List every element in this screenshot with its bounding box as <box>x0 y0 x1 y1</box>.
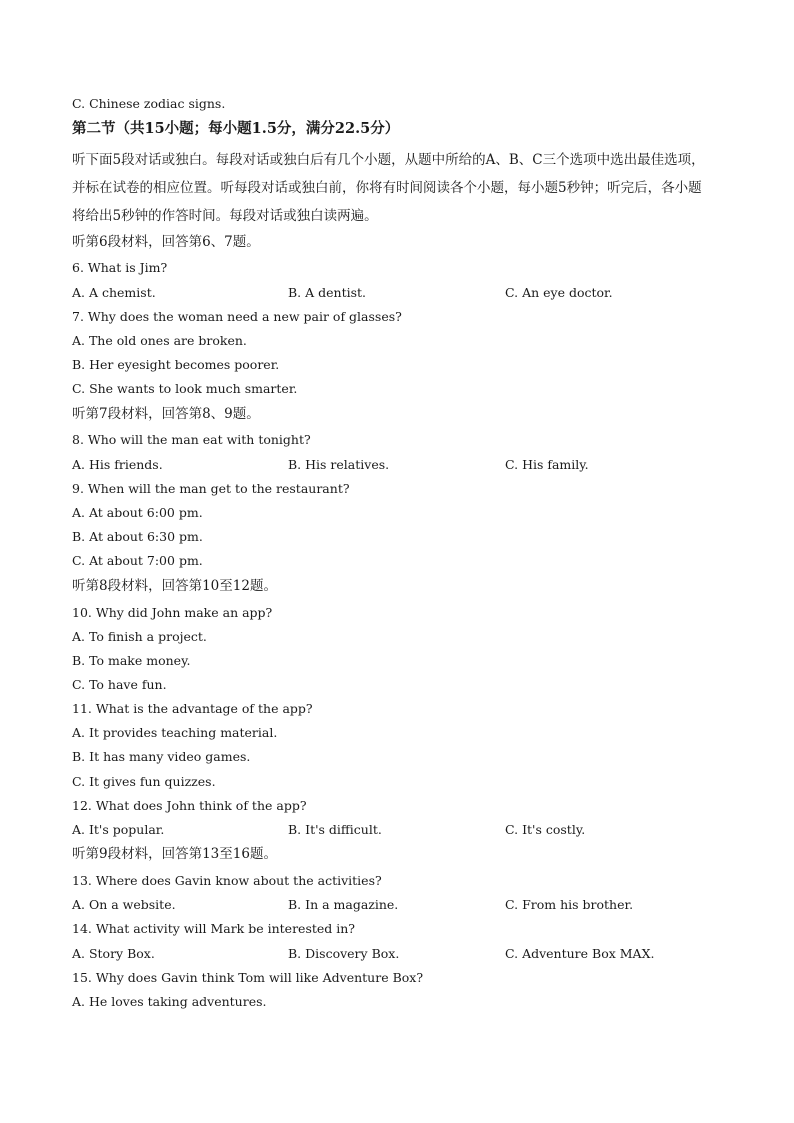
question-13: 13. Where does Gavin know about the activities? <box>72 873 382 888</box>
question-14-option-a: A. Story Box. <box>72 946 155 961</box>
question-9: 9. When will the man get to the restaurant? <box>72 481 350 496</box>
question-6-option-a: A. A chemist. <box>72 285 156 300</box>
question-12: 12. What does John think of the app? <box>72 798 307 813</box>
question-14-option-b: B. Discovery Box. <box>288 946 400 961</box>
question-11-option-a: A. It provides teaching material. <box>72 725 278 740</box>
question-8: 8. Who will the man eat with tonight? <box>72 432 311 447</box>
question-11-option-b: B. It has many video games. <box>72 749 251 764</box>
question-11-option-c: C. It gives fun quizzes. <box>72 774 216 789</box>
question-9-option-b: B. At about 6:30 pm. <box>72 529 203 544</box>
question-13-option-c: C. From his brother. <box>505 897 634 912</box>
passage-8-header: 听第8段材料，回答第10至12题。 <box>72 578 277 594</box>
instructions: 听下面5段对话或独白。每段对话或独白后有几个小题，从题中所给的A、B、C三个选项中选出最佳选项，并标在试卷的相应位置。听每段对话或独白前，你将有时间阅读各个小题，每小题5秒钟；听完后，各小题将给出5秒钟的作答时间。每段对话或独白读两遍。 <box>72 152 705 224</box>
prev-option-c: C. Chinese zodiac signs. <box>72 96 226 111</box>
question-10: 10. Why did John make an app? <box>72 605 273 620</box>
question-6-option-c: C. An eye doctor. <box>505 285 613 300</box>
question-7-option-a: A. The old ones are broken. <box>72 333 247 348</box>
question-14: 14. What activity will Mark be interested in? <box>72 921 356 936</box>
question-15-option-a: A. He loves taking adventures. <box>72 994 267 1009</box>
question-12-option-c: C. It's costly. <box>505 822 586 837</box>
question-8-option-a: A. His friends. <box>72 457 163 472</box>
question-10-option-c: C. To have fun. <box>72 677 167 692</box>
question-15: 15. Why does Gavin think Tom will like Adventure Box? <box>72 970 424 985</box>
question-12-option-a: A. It's popular. <box>72 822 165 837</box>
question-11: 11. What is the advantage of the app? <box>72 701 313 716</box>
question-9-option-a: A. At about 6:00 pm. <box>72 505 203 520</box>
question-6-option-b: B. A dentist. <box>288 285 367 300</box>
question-7: 7. Why does the woman need a new pair of glasses? <box>72 309 402 324</box>
question-7-option-c: C. She wants to look much smarter. <box>72 381 298 396</box>
question-14-option-c: C. Adventure Box MAX. <box>505 946 655 961</box>
question-10-option-b: B. To make money. <box>72 653 191 668</box>
passage-7-header: 听第7段材料，回答第8、9题。 <box>72 406 260 422</box>
question-9-option-c: C. At about 7:00 pm. <box>72 553 203 568</box>
question-8-option-c: C. His family. <box>505 457 589 472</box>
question-8-option-b: B. His relatives. <box>288 457 390 472</box>
question-10-option-a: A. To finish a project. <box>72 629 207 644</box>
question-13-option-a: A. On a website. <box>72 897 176 912</box>
question-6: 6. What is Jim? <box>72 260 168 275</box>
question-12-option-b: B. It's difficult. <box>288 822 382 837</box>
question-13-option-b: B. In a magazine. <box>288 897 399 912</box>
passage-9-header: 听第9段材料，回答第13至16题。 <box>72 846 277 862</box>
section-heading: 第二节（共15小题；每小题1.5分，满分22.5分） <box>72 120 400 137</box>
passage-6-header: 听第6段材料，回答第6、7题。 <box>72 234 260 250</box>
question-7-option-b: B. Her eyesight becomes poorer. <box>72 357 280 372</box>
